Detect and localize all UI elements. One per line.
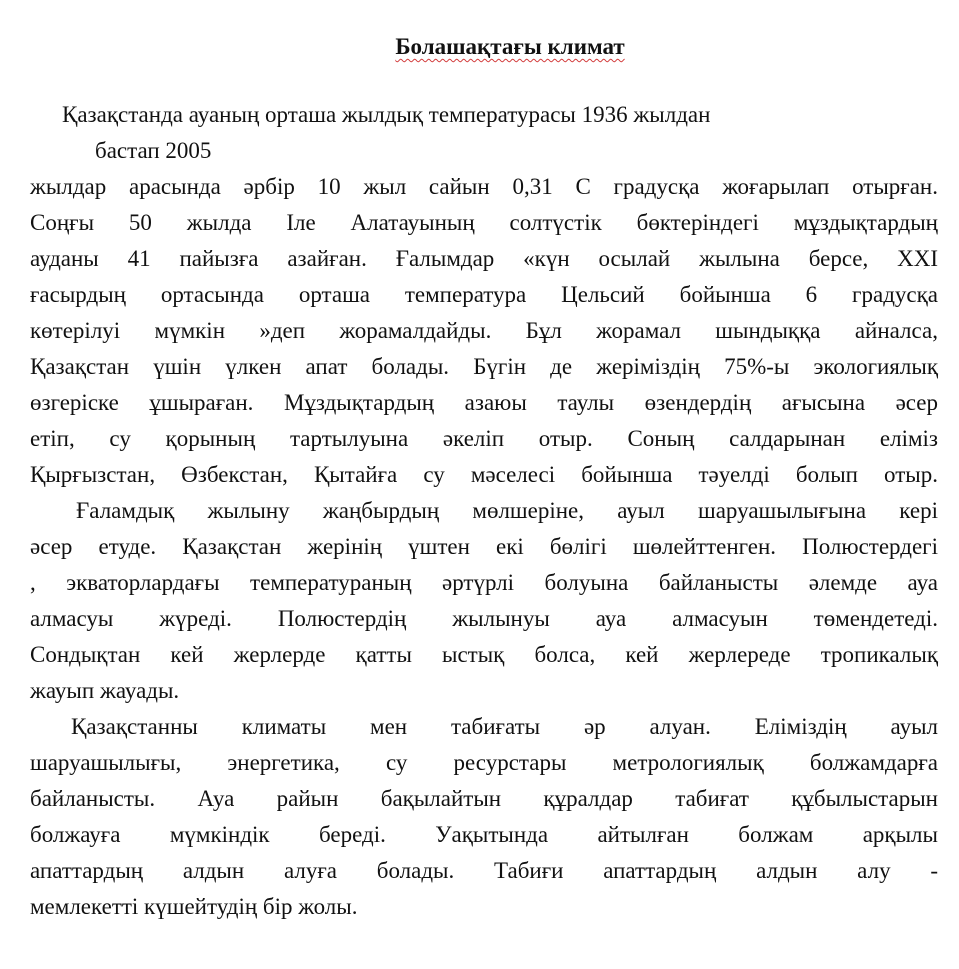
text-line: байланысты. Ауа райын бақылайтын құралдар табиғат құбылыстарын xyxy=(30,786,938,811)
text-line: Ғаламдық жылыну жаңбырдың мөлшеріне, ауыл шаруашылығына кері xyxy=(76,498,938,523)
text-line: жылдар арасында әрбір 10 жыл сайын 0,31 С градусқа жоғарылап отырған. xyxy=(30,174,938,199)
text-line: Соңғы 50 жылда Іле Алатауының солтүстік бөктеріндегі мұздықтардың xyxy=(30,210,938,235)
text-line: болжауға мүмкіндік береді. Уақытында айтылған болжам арқылы xyxy=(30,822,938,847)
text-line: ғасырдың ортасында орташа температура Цельсий бойынша 6 градусқа xyxy=(30,282,938,307)
document-title: Болашақтағы климат xyxy=(395,34,625,59)
text-line: әсер етуде. Қазақстан жерінің үштен екі бөлігі шөлейттенген. Полюстердегі xyxy=(30,534,938,559)
text-line: бастап 2005 xyxy=(95,138,212,163)
text-line: етіп, су қорының тартылуына әкеліп отыр. Соның салдарынан еліміз xyxy=(30,426,938,451)
text-line: жауып жауады. xyxy=(30,678,180,703)
text-line: алмасуы жүреді. Полюстердің жылынуы ауа алмасуын төмендетеді. xyxy=(30,606,938,631)
text-line: Қырғызстан, Өзбекстан, Қытайға су мәселесі бойынша тәуелді болып отыр. xyxy=(30,462,938,487)
text-line: Қазақстан үшін үлкен апат болады. Бүгін де жеріміздің 75%-ы экологиялық xyxy=(30,354,938,379)
text-line: Сондықтан кей жерлерде қатты ыстық болса, кей жерлереде тропикалық xyxy=(30,642,938,667)
text-line: өзгеріске ұшыраған. Мұздықтардың азаюы таулы өзендердің ағысына әсер xyxy=(30,390,938,415)
text-line: , экваторлардағы температураның әртүрлі болуына байланысты әлемде ауа xyxy=(30,570,938,595)
text-line: апаттардың алдын алуға болады. Табиғи апаттардың алдын алу - xyxy=(30,858,938,883)
text-line: ауданы 41 пайызға азайған. Ғалымдар «күн осылай жылына берсе, XXI xyxy=(30,246,938,271)
text-line: Қазақстанны климаты мен табиғаты әр алуан. Еліміздің ауыл xyxy=(71,714,938,739)
text-line: шаруашылығы, энергетика, су ресурстары метрологиялық болжамдарға xyxy=(30,750,938,775)
text-line: көтерілуі мүмкін »деп жорамалдайды. Бұл жорамал шындыққа айналса, xyxy=(30,318,938,343)
text-line: мемлекетті күшейтудің бір жолы. xyxy=(30,894,358,919)
text-line: Қазақстанда ауаның орташа жылдық температурасы 1936 жылдан xyxy=(62,102,711,127)
